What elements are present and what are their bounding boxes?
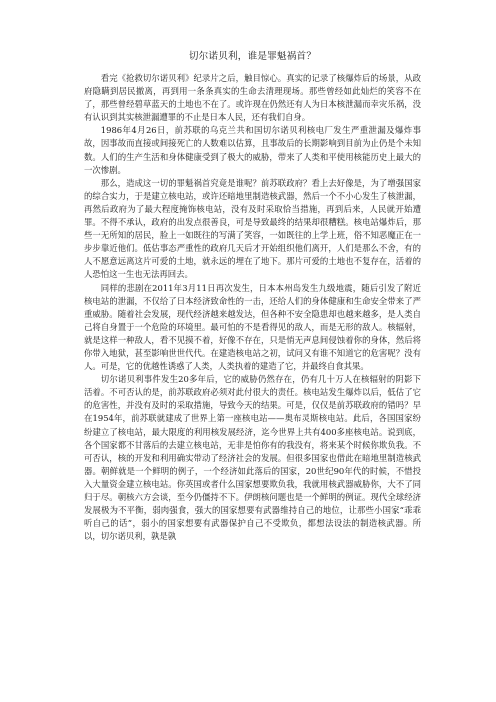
document-page bbox=[84, 50, 421, 543]
paragraph-1: 看完《抢救切尔诺贝利》纪录片之后，触目惊心。真实的记录了核爆炸后的场景，从政府隐瞒到居民撤离，再到用一条条真实的生命去清理现场。那些曾经如此灿烂的笑容不在了，那些曾经碧草蓝天的土地也不在了。或许现在仍然还有人为日本核泄漏而幸灾乐祸，没有认识到其实核泄漏遭罪的不止是日本人民，还有我们自身。 bbox=[84, 73, 421, 123]
paragraph-5: 切尔诺贝利事件发生20多年后，它的威胁仍然存在，仍有几十万人在核辐射的阴影下活着。不可否认的是，前苏联政府必须对此付很大的责任。核电站发生爆炸以后，低估了它的危害性，并没有及时的采取措施，导致今天的结果。可是，仅仅是前苏联政府的错吗？早在1954年，前苏联就建成了世界上第一座核电站——奥布灵斯核电站。此后，各国国家纷纷建立了核电站，最大限度的利用核发展经济，迄今世界上共有400多座核电站。说到底，各个国家都不甘落后的去建立核电站，无非是怕你有的我没有，将来某个时候你欺负我。不可否认，核的开发和利用确实带动了经济社会的发展。但很多国家也借此在暗地里制造核武器。朝鲜就是一个鲜明的例子，一个经济如此落后的国家，20世纪90年代的时候，不惜投入大量资金建立核电站。你英国或者什么国家想要欺负我，我就用核武器威胁你，大不了同归于尽。朝核六方会谈，至今仍僵持不下。伊朗核问题也是一个鲜明的例证。现代全球经济发展极为不平衡，弱肉强食，强大的国家想要有武器维持自己的地位，让那些小国家“乖乖听自己的话”，弱小的国家想要有武器保护自己不受欺负，都想法设法的制造核武器。所以，切尔诺贝利，孰是孰 bbox=[84, 374, 421, 542]
paragraph-2: 1986年4月26日，前苏联的乌克兰共和国切尔诺贝利核电厂发生严重泄漏及爆炸事故，因事故而直接或间接死亡的人数难以估算，且事故后的长期影响到目前为止仍是个未知数。人们的生产生活和身体健康受到了极大的威胁，带来了人类和平使用核能历史上最大的一次惨剧。 bbox=[84, 125, 421, 175]
document-title: 切尔诺贝利，谁是罪魁祸首？ bbox=[188, 51, 317, 62]
paragraph-3: 那么，造成这一切的罪魁祸首究竟是谁呢？前苏联政府？看上去好像是，为了增强国家的综合实力，于是建立核电站，或许还暗地里制造核武器，然后一个不小心发生了核泄漏，再然后政府为了最大程度掩饰核电站，没有及时采取恰当措施，再到后来，人民就开始遭罪。不得不承认，政府的出发点很善良，可是导致最终的结果却很糟糕。核电站爆炸后，那些一无所知的居民，脸上一如既往的写满了笑容，一如既往的上学上班，俗不知恶魔正在一步步靠近他们。低估事态严重性的政府几天后才开始组织他们离开，人们是那么不舍，有的人不愿意远离这片可爱的土地，就永远的埋在了地下。那片可爱的土地也不复存在，活着的人恐怕这一生也无法再回去。 bbox=[84, 177, 421, 280]
paragraph-4: 同样的悲剧在2011年3月11日再次发生，日本本州岛发生九级地震，随后引发了附近核电站的泄漏，不仅给了日本经济致命性的一击，还给人们的身体健康和生命安全带来了严重威胁。随着社会发展，现代经济越来越发达，但各种不安全隐患却也越来越多，是人类自己将自身置于一个危险的环境里。最可怕的不是看得见的敌人，而是无形的敌人。核辐射，就是这样一种敌人，看不见摸不着，好像不存在，只是悄无声息间侵蚀着你的身体，然后将你带入地狱，甚至影响世世代代。在建造核电站之初，试问又有谁不知道它的危害呢？没有人。可是，它的优越性诱惑了人类，人类执着的建造了它，并最终自食其果。 bbox=[84, 282, 421, 372]
